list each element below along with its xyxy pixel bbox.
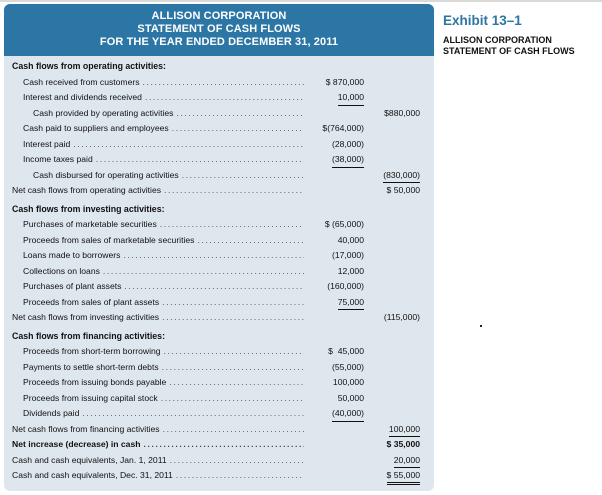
amount-value: (115,000) xyxy=(383,312,420,322)
statement-line xyxy=(4,310,434,326)
dot-leader xyxy=(163,422,304,438)
amount-value: $ 50,000 xyxy=(386,185,420,195)
line-item-text: Proceeds from short-term borrowing xyxy=(23,346,161,356)
detail-amount xyxy=(306,391,364,407)
statement-rows xyxy=(4,56,434,484)
statement-line xyxy=(4,264,434,280)
amount-value: $(764,000) xyxy=(322,123,364,133)
line-item-text: Collections on loans xyxy=(23,265,100,276)
statement-line xyxy=(4,406,434,422)
dot-leader xyxy=(96,152,304,168)
amount-value: (17,000) xyxy=(331,250,364,260)
amount-value: $ 870,000 xyxy=(325,76,364,87)
dot-leader xyxy=(144,437,305,453)
detail-amount xyxy=(306,437,364,453)
total-amount xyxy=(364,279,420,295)
line-item-label xyxy=(23,90,304,106)
dot-leader xyxy=(170,453,304,469)
total-amount xyxy=(364,233,420,249)
line-item-label xyxy=(23,295,304,311)
statement-line xyxy=(4,468,434,484)
line-item-label xyxy=(12,310,304,326)
detail-amount xyxy=(306,468,364,484)
detail-amount xyxy=(306,360,364,376)
dot-leader xyxy=(124,279,304,295)
detail-amount xyxy=(306,106,364,122)
amount-value: (55,000) xyxy=(331,361,364,372)
line-item-text: Cash paid to suppliers and employees xyxy=(23,123,169,133)
amount-value: $ 55,000 xyxy=(387,469,420,485)
line-item-text: Interest and dividends received xyxy=(23,92,142,102)
total-amount xyxy=(364,406,420,422)
amount-value: 100,000 xyxy=(332,377,364,387)
section-heading xyxy=(4,202,434,218)
line-item-label xyxy=(23,137,304,153)
detail-amount xyxy=(306,375,364,391)
amount-value: (160,000) xyxy=(327,281,364,291)
line-item-label xyxy=(12,453,304,469)
statement-line xyxy=(4,375,434,391)
line-item-text: Proceeds from issuing bonds payable xyxy=(23,377,167,387)
statement-line xyxy=(4,453,434,469)
line-item-text: Net cash flows from investing activities xyxy=(12,312,160,322)
total-amount xyxy=(364,217,420,233)
total-amount xyxy=(364,468,420,485)
line-item-label xyxy=(23,75,304,91)
line-item-text: Net cash flows from operating activities xyxy=(12,185,162,195)
line-item-text: Loans made to borrowers xyxy=(23,250,121,260)
line-item-text: Cash and cash equivalents, Jan. 1, 2011 xyxy=(12,454,167,465)
detail-amount xyxy=(306,75,364,91)
statement-line xyxy=(4,217,434,233)
line-item-text: Proceeds from sales of plant assets xyxy=(23,296,160,307)
exhibit-subtitle: ALLISON CORPORATION STATEMENT OF CASH FLOWS xyxy=(443,35,575,56)
amount-value: 75,000 xyxy=(338,296,364,311)
line-item-label xyxy=(23,375,304,391)
amount-value: 10,000 xyxy=(338,91,364,106)
amount-value: 50,000 xyxy=(337,392,364,403)
line-item-text: Interest paid xyxy=(23,138,71,149)
amount-value: $ 45,000 xyxy=(328,346,364,356)
line-item-text: Cash disbursed for operating activities xyxy=(33,169,179,180)
amount-value: $ 35,000 xyxy=(386,439,420,449)
line-item-text: Cash received from customers xyxy=(23,76,140,87)
total-amount xyxy=(364,360,420,376)
total-amount xyxy=(364,168,420,184)
statement-period: FOR THE YEAR ENDED DECEMBER 31, 2011 xyxy=(99,36,339,48)
amount-value: 12,000 xyxy=(337,265,364,276)
statement-line xyxy=(4,137,434,153)
statement-line xyxy=(4,248,434,264)
line-item-label xyxy=(12,422,304,438)
statement-line xyxy=(4,106,434,122)
line-item-text: Purchases of plant assets xyxy=(23,281,122,291)
company-name: ALLISON CORPORATION xyxy=(151,10,287,22)
line-item-text: Cash provided by operating activities xyxy=(33,107,174,118)
detail-amount xyxy=(306,152,364,168)
statement-line xyxy=(4,344,434,360)
total-amount xyxy=(364,295,420,311)
total-amount xyxy=(364,344,420,360)
total-amount xyxy=(364,437,420,453)
section-heading-label: Cash flows from investing activities: xyxy=(12,203,165,214)
detail-amount xyxy=(306,137,364,153)
amount-value: $880,000 xyxy=(384,107,420,118)
dot-leader xyxy=(143,75,304,91)
line-item-label xyxy=(23,360,304,376)
statement-line xyxy=(4,279,434,295)
total-amount xyxy=(364,106,420,122)
line-item-label xyxy=(23,217,304,233)
total-amount xyxy=(364,248,420,264)
total-amount xyxy=(364,121,420,137)
dot-leader xyxy=(162,360,304,376)
dot-leader xyxy=(160,217,304,233)
statement-line xyxy=(4,183,434,199)
detail-amount xyxy=(306,90,364,106)
dot-leader xyxy=(182,168,304,184)
total-amount xyxy=(364,183,420,199)
total-amount xyxy=(364,310,420,326)
line-item-label xyxy=(12,183,304,199)
top-border-line xyxy=(0,0,602,2)
section-heading xyxy=(4,329,434,345)
detail-amount xyxy=(306,264,364,280)
line-item-text: Cash and cash equivalents, Dec. 31, 2011 xyxy=(12,470,173,480)
line-item-label xyxy=(23,152,304,168)
line-item-label xyxy=(23,264,304,280)
total-amount xyxy=(364,75,420,91)
statement-line xyxy=(4,295,434,311)
total-amount xyxy=(364,422,420,438)
dot-leader xyxy=(197,233,304,249)
line-item-text: Dividends paid xyxy=(23,408,80,418)
statement-title: STATEMENT OF CASH FLOWS xyxy=(137,23,301,35)
line-item-text: Proceeds from issuing capital stock xyxy=(23,392,158,403)
line-item-label xyxy=(33,106,304,122)
section-heading-label: Cash flows from financing activities: xyxy=(12,330,165,341)
total-amount xyxy=(364,391,420,407)
line-item-label xyxy=(23,233,304,249)
statement-header xyxy=(4,4,434,56)
statement-line xyxy=(4,422,434,438)
detail-amount xyxy=(306,183,364,199)
line-item-label xyxy=(23,344,304,360)
detail-amount xyxy=(306,344,364,360)
dot-leader xyxy=(162,310,304,326)
dot-leader xyxy=(123,248,304,264)
dot-leader xyxy=(176,106,304,122)
line-item-label xyxy=(23,391,304,407)
line-item-text: Purchases of marketable securities xyxy=(23,219,157,229)
detail-amount xyxy=(306,279,364,295)
amount-value: 20,000 xyxy=(394,454,420,469)
statement-line xyxy=(4,168,434,184)
detail-amount xyxy=(306,310,364,326)
amount-value: (40,000) xyxy=(332,407,364,422)
amount-value: 100,000 xyxy=(389,423,420,438)
statement-line xyxy=(4,90,434,106)
stray-dot xyxy=(480,325,482,327)
statement-line xyxy=(4,75,434,91)
line-item-text: Payments to settle short-term debts xyxy=(23,361,159,372)
dot-leader xyxy=(176,468,304,484)
dot-leader xyxy=(73,137,304,153)
amount-value: (38,000) xyxy=(332,153,364,168)
section-heading xyxy=(4,59,434,75)
dot-leader xyxy=(145,90,304,106)
dot-leader xyxy=(82,406,304,422)
line-item-label xyxy=(12,437,304,453)
line-item-text: Income taxes paid xyxy=(23,154,93,164)
line-item-text: Net increase (decrease) in cash xyxy=(12,439,141,449)
detail-amount xyxy=(306,168,364,184)
cash-flow-statement-panel xyxy=(4,4,434,491)
line-item-label xyxy=(23,248,304,264)
dot-leader xyxy=(164,183,304,199)
statement-line xyxy=(4,121,434,137)
total-amount xyxy=(364,152,420,168)
statement-line xyxy=(4,391,434,407)
dot-leader xyxy=(172,121,304,137)
dot-leader xyxy=(164,344,304,360)
detail-amount xyxy=(306,121,364,137)
detail-amount xyxy=(306,406,364,422)
detail-amount xyxy=(306,217,364,233)
detail-amount xyxy=(306,295,364,311)
statement-line xyxy=(4,437,434,453)
detail-amount xyxy=(306,233,364,249)
dot-leader xyxy=(161,391,304,407)
total-amount xyxy=(364,264,420,280)
statement-line xyxy=(4,360,434,376)
total-amount xyxy=(364,453,420,469)
statement-line xyxy=(4,152,434,168)
line-item-label xyxy=(23,121,304,137)
detail-amount xyxy=(306,422,364,438)
line-item-label xyxy=(33,168,304,184)
detail-amount xyxy=(306,248,364,264)
amount-value: 40,000 xyxy=(337,234,364,245)
total-amount xyxy=(364,137,420,153)
exhibit-label: Exhibit 13–1 xyxy=(443,13,522,28)
line-item-label xyxy=(12,468,304,484)
detail-amount xyxy=(306,453,364,469)
section-heading-label: Cash flows from operating activities: xyxy=(12,61,166,71)
line-item-label xyxy=(23,279,304,295)
amount-value: $ (65,000) xyxy=(324,219,364,229)
line-item-label xyxy=(23,406,304,422)
dot-leader xyxy=(169,375,304,391)
amount-value: (28,000) xyxy=(331,138,364,149)
statement-line xyxy=(4,233,434,249)
dot-leader xyxy=(103,264,304,280)
line-item-text: Proceeds from sales of marketable securities xyxy=(23,234,195,245)
total-amount xyxy=(364,375,420,391)
amount-value: (830,000) xyxy=(383,169,420,184)
total-amount xyxy=(364,90,420,106)
line-item-text: Net cash flows from financing activities xyxy=(12,423,160,434)
dot-leader xyxy=(162,295,304,311)
